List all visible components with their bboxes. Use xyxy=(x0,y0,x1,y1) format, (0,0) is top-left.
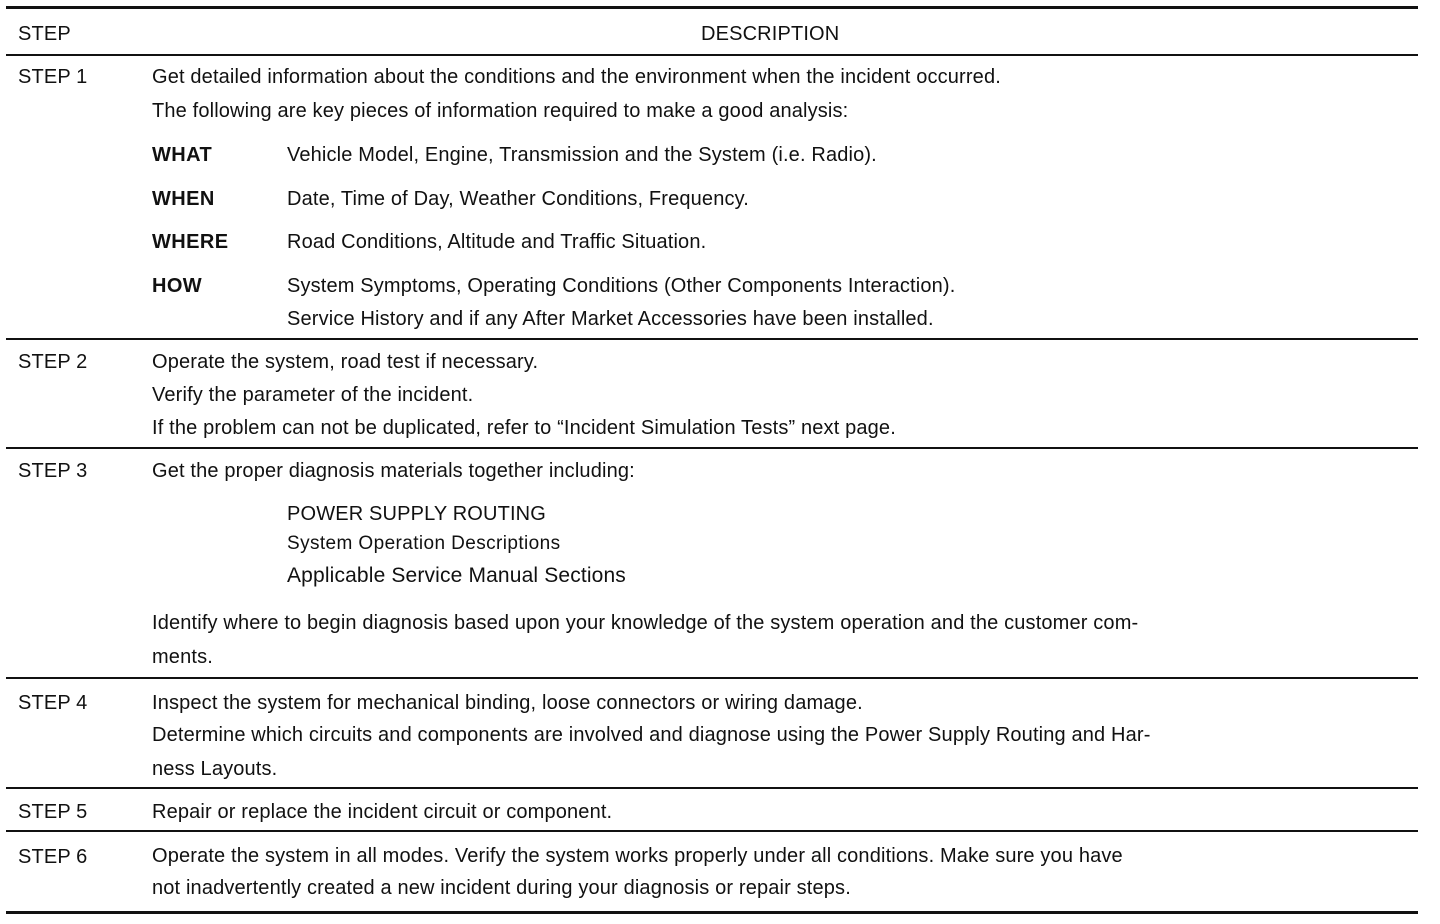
description-line: Verify the parameter of the incident. xyxy=(152,384,474,406)
description-line: Identify where to begin diagnosis based upon your knowledge of the system operation and the customer com- xyxy=(152,612,1139,634)
table-bottom-rule xyxy=(6,911,1418,914)
key-text-how: System Symptoms, Operating Conditions (Other Components Interaction). xyxy=(287,275,956,297)
description-line: Determine which circuits and components are involved and diagnose using the Power Supply Routing and Har- xyxy=(152,724,1151,746)
description-line: not inadvertently created a new incident during your diagnosis or repair steps. xyxy=(152,877,851,899)
key-text-how-continued: Service History and if any After Market Accessories have been installed. xyxy=(287,308,934,330)
key-text-what: Vehicle Model, Engine, Transmission and the System (i.e. Radio). xyxy=(287,144,877,166)
step-label: STEP 1 xyxy=(18,66,88,88)
row-divider xyxy=(6,447,1418,449)
description-line: Operate the system, road test if necessary. xyxy=(152,351,539,373)
description-line: The following are key pieces of information required to make a good analysis: xyxy=(152,100,849,122)
row-divider xyxy=(6,677,1418,679)
step-label: STEP 4 xyxy=(18,692,88,714)
step-label: STEP 2 xyxy=(18,351,88,373)
key-text-where: Road Conditions, Altitude and Traffic Situation. xyxy=(287,231,707,253)
column-header-description: DESCRIPTION xyxy=(701,23,840,45)
key-term-what: WHAT xyxy=(152,144,213,166)
material-item: System Operation Descriptions xyxy=(287,533,561,554)
material-item: Applicable Service Manual Sections xyxy=(287,564,626,587)
description-line: Inspect the system for mechanical binding, loose connectors or wiring damage. xyxy=(152,692,863,714)
key-text-when: Date, Time of Day, Weather Conditions, Frequency. xyxy=(287,188,749,210)
key-term-how: HOW xyxy=(152,275,203,297)
step-label: STEP 5 xyxy=(18,801,88,823)
description-line: Get the proper diagnosis materials together including: xyxy=(152,460,635,482)
key-term-where: WHERE xyxy=(152,231,229,253)
row-divider xyxy=(6,830,1418,832)
description-line: Repair or replace the incident circuit or component. xyxy=(152,801,613,823)
description-line: If the problem can not be duplicated, refer to “Incident Simulation Tests” next page. xyxy=(152,417,896,439)
step-label: STEP 3 xyxy=(18,460,88,482)
description-line: Operate the system in all modes. Verify the system works properly under all conditions. Make sure you have xyxy=(152,845,1123,867)
diagnostic-steps-table xyxy=(6,0,1418,924)
step-label: STEP 6 xyxy=(18,846,88,868)
material-item: POWER SUPPLY ROUTING xyxy=(287,503,546,525)
description-line: ness Layouts. xyxy=(152,758,278,780)
key-term-when: WHEN xyxy=(152,188,215,210)
row-divider xyxy=(6,787,1418,789)
column-header-step: STEP xyxy=(18,23,71,45)
row-divider xyxy=(6,338,1418,340)
header-rule xyxy=(6,54,1418,56)
description-line: Get detailed information about the conditions and the environment when the incident occurred. xyxy=(152,66,1001,88)
table-top-rule xyxy=(6,6,1418,9)
description-line: ments. xyxy=(152,646,213,668)
